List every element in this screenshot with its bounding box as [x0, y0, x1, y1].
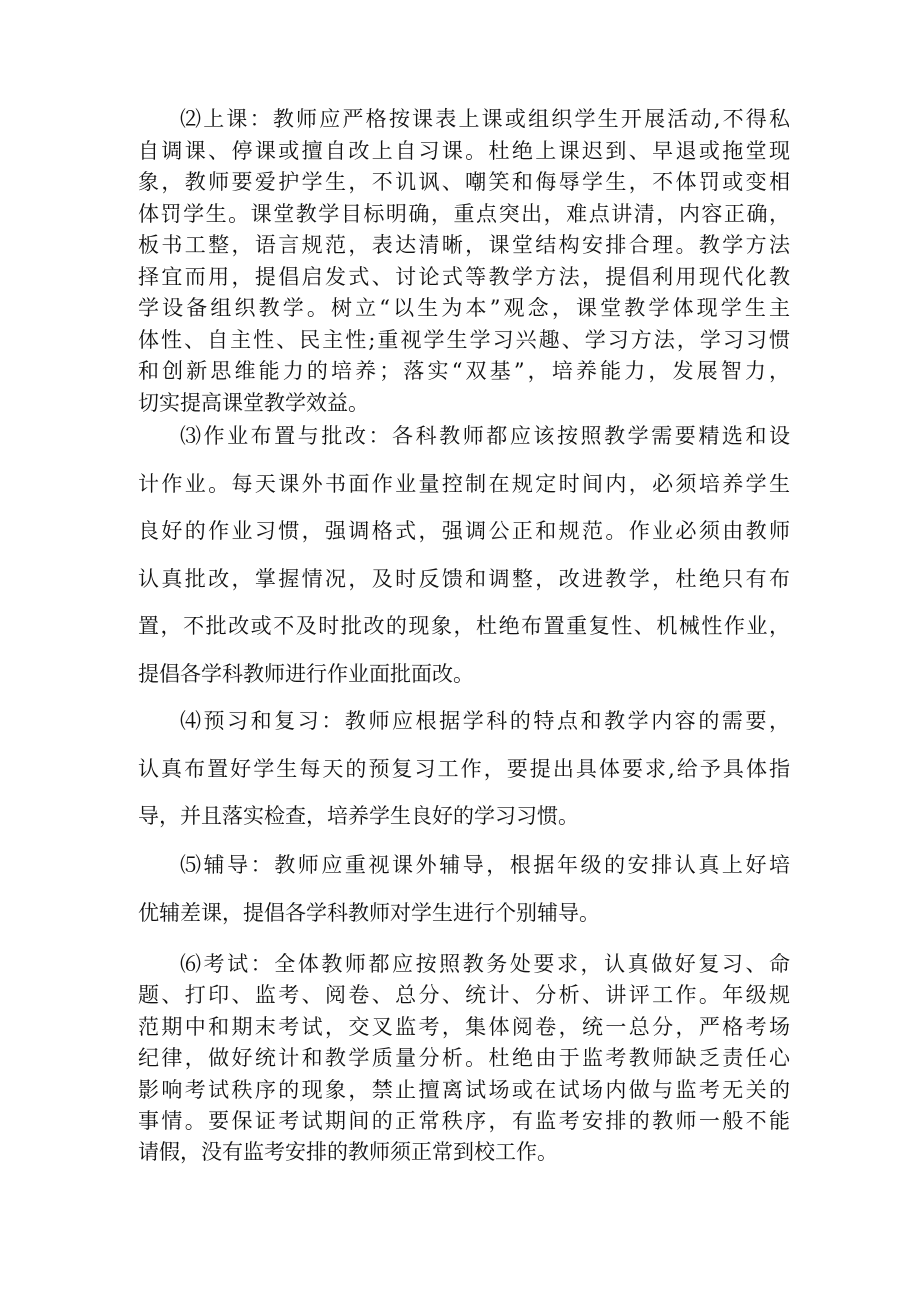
paragraph-line: 提倡各学科教师进行作业面批面改。: [138, 661, 474, 686]
paragraph-line: 认真布置好学生每天的预复习工作，要提出具体要求,给予具体指: [138, 756, 790, 781]
paragraph-line: ⑵上课：教师应严格按课表上课或组织学生开展活动,不得私: [180, 107, 790, 131]
paragraph-class-teaching: [138, 104, 790, 419]
paragraph-line: 体罚学生。课堂教学目标明确，重点突出，难点讲清，内容正确，: [138, 201, 790, 226]
paragraph-line: 范期中和期末考试，交叉监考，集体阅卷，统一总分，严格考场: [138, 1014, 790, 1039]
paragraph-line: 板书工整，语言规范，表达清晰，课堂结构安排合理。教学方法: [138, 233, 790, 257]
paragraph-line: 题、打印、监考、阅卷、总分、统计、分析、讲评工作。年级规: [138, 983, 790, 1008]
paragraph-line: 认真批改，掌握情况，及时反馈和调整，改进教学，杜绝只有布: [138, 566, 790, 591]
paragraph-line: 学设备组织教学。树立“以生为本”观念，课堂教学体现学生主: [138, 296, 790, 320]
paragraph-line: 影响考试秩序的现象，禁止擅离试场或在试场内做与监考无关的: [138, 1077, 790, 1102]
paragraph-line: 体性、自主性、民主性;重视学生学习兴趣、学习方法，学习习惯: [138, 327, 790, 352]
paragraph-line: ⑸辅导：教师应重视课外辅导，根据年级的安排认真上好培: [180, 853, 790, 877]
paragraph-line: ⑷预习和复习：教师应根据学科的特点和教学内容的需要，: [180, 709, 790, 733]
paragraph-line: 择宜而用，提倡启发式、讨论式等教学方法，提倡利用现代化教: [138, 264, 790, 289]
paragraph-preview-review: [138, 698, 790, 841]
paragraph-line: 良好的作业习惯，强调格式，强调公正和规范。作业必须由教师: [138, 519, 790, 544]
paragraph-line: 请假，没有监考安排的教师须正常到校工作。: [138, 1140, 558, 1165]
paragraph-line: 切实提高课堂教学效益。: [138, 390, 369, 415]
paragraph-homework: [138, 413, 790, 699]
paragraph-line: 事情。要保证考试期间的正常秩序，有监考安排的教师一般不能: [138, 1108, 790, 1133]
paragraph-line: 置，不批改或不及时批改的现象，杜绝布置重复性、机械性作业，: [138, 614, 790, 639]
paragraph-line: 象，教师要爱护学生，不讥讽、嘲笑和侮辱学生，不体罚或变相: [138, 170, 790, 194]
paragraph-line: 纪律，做好统计和教学质量分析。杜绝由于监考教师缺乏责任心: [138, 1046, 790, 1071]
paragraph-line: 优辅差课，提倡各学科教师对学生进行个别辅导。: [138, 900, 600, 925]
paragraph-line: 和创新思维能力的培养；落实“双基”，培养能力，发展智力，: [138, 359, 790, 383]
paragraph-line: 导，并且落实检查，培养学生良好的学习习惯。: [138, 804, 579, 829]
paragraph-line: 自调课、停课或擅自改上自习课。杜绝上课迟到、早退或拖堂现: [138, 138, 790, 163]
paragraph-line: 计作业。每天课外书面作业量控制在规定时间内，必须培养学生: [138, 471, 790, 496]
paragraph-line: ⑹考试：全体教师都应按照教务处要求，认真做好复习、命: [180, 952, 790, 976]
paragraph-exams: [138, 949, 790, 1169]
paragraph-line: ⑶作业布置与批改：各科教师都应该按照教学需要精选和设: [180, 424, 790, 448]
paragraph-tutoring: [138, 842, 790, 937]
